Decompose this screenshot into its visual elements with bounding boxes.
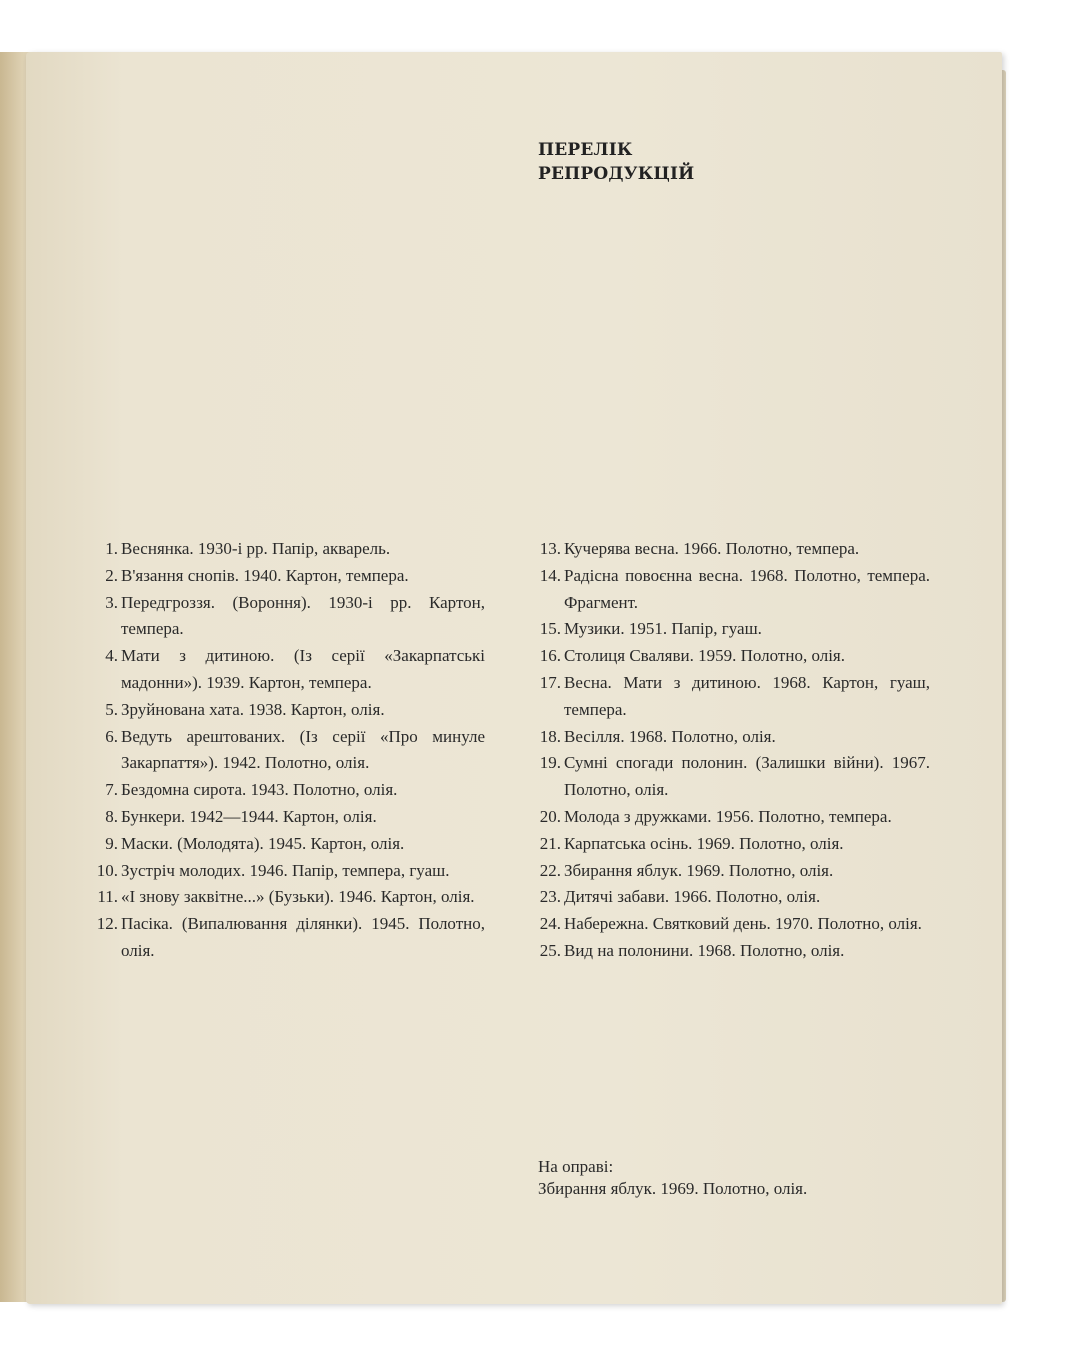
list-item-text: Зустріч молодих. 1946. Папір, темпера, гуаш. (121, 860, 450, 880)
list-item (533, 724, 930, 751)
list-item-number: 6. (105, 726, 118, 746)
list-item-number: 11. (97, 887, 118, 907)
list-item-number: 13. (539, 539, 561, 558)
list-item-text: Бункери. 1942—1944. Картон, олія. (121, 806, 377, 826)
list-item-number: 14. (539, 565, 561, 585)
list-item-number: 12. (96, 914, 118, 934)
list-item (533, 831, 930, 858)
list-item (533, 563, 930, 617)
list-item-text: Пасіка. (Випалювання ділянки). 1945. Полотно, олія. (121, 914, 485, 960)
list-item-number: 2. (105, 565, 118, 585)
list-item-text: Маски. (Молодята). 1945. Картон, олія. (121, 833, 405, 853)
list-item-number: 20. (539, 806, 561, 826)
list-item-text: Молода з дружками. 1956. Полотно, темпера. (564, 806, 892, 826)
list-item-text: Бездомна сирота. 1943. Полотно, олія. (121, 780, 398, 800)
list-item-text: Набережна. Святковий день. 1970. Полотно, олія. (564, 914, 922, 934)
list-item-number: 23. (539, 887, 561, 907)
list-item (90, 536, 485, 563)
list-item-text: Мати з дитиною. (Із серії «Закарпатські мадонни»). 1939. Картон, темпера. (121, 646, 485, 692)
list-item-text: Кучерява весна. 1966. Полотно, темпера. (564, 539, 860, 558)
list-item-number: 25. (539, 940, 561, 960)
page-title-line-1: ПЕРЕЛІК (538, 140, 633, 160)
list-item (90, 858, 485, 885)
list-item-text: В'язання снопів. 1940. Картон, темпера. (121, 565, 409, 585)
list-item-number: 16. (539, 646, 561, 666)
list-item-number: 18. (539, 726, 561, 746)
list-item (90, 831, 485, 858)
list-item (533, 643, 930, 670)
list-item-number: 17. (539, 672, 561, 692)
page-title (538, 138, 694, 186)
list-item (90, 777, 485, 804)
list-item-number: 22. (539, 860, 561, 880)
list-item-number: 4. (105, 646, 118, 666)
list-item-text: Передгроззя. (Вороння). 1930-і рр. Картон, темпера. (121, 592, 485, 639)
list-item-text: Зруйнована хата. 1938. Картон, олія. (121, 699, 385, 719)
list-item (533, 858, 930, 885)
list-item-text: Музики. 1951. Папір, гуаш. (564, 619, 762, 639)
list-item (533, 536, 930, 563)
list-item (533, 804, 930, 831)
list-item-number: 9. (105, 833, 118, 853)
list-item-text: Вид на полонини. 1968. Полотно, олія. (564, 940, 845, 960)
list-item-number: 1. (105, 539, 118, 558)
list-item-text: «І знову заквітне...» (Бузьки). 1946. Картон, олія. (121, 887, 475, 907)
list-item (90, 804, 485, 831)
cover-note-text: Збирання яблук. 1969. Полотно, олія. (538, 1179, 808, 1198)
list-item-number: 5. (105, 699, 118, 719)
list-item (533, 750, 930, 804)
list-item (533, 911, 930, 938)
list-item-number: 7. (105, 780, 118, 800)
list-item-text: Весна. Мати з дитиною. 1968. Картон, гуаш, темпера. (564, 672, 930, 719)
page-title-line-2: РЕПРОДУКЦІЙ (538, 164, 695, 184)
reproductions-list-right (533, 536, 930, 965)
list-item-number: 3. (105, 592, 118, 612)
list-item-text: Сумні спогади полонин. (Залишки війни). 1967. Полотно, олія. (564, 753, 930, 800)
cover-note (538, 1156, 807, 1200)
list-item-text: Веснянка. 1930-і рр. Папір, акварель. (121, 539, 391, 558)
list-item-number: 21. (539, 833, 561, 853)
list-item-text: Збирання яблук. 1969. Полотно, олія. (564, 860, 834, 880)
list-item (90, 884, 485, 911)
list-item (90, 911, 485, 965)
list-item (90, 724, 485, 778)
list-item (90, 590, 485, 644)
reproductions-list-left (90, 536, 485, 965)
list-item (533, 616, 930, 643)
list-item (533, 938, 930, 965)
list-item-number: 15. (539, 619, 561, 639)
list-item-number: 8. (105, 806, 118, 826)
list-item-number: 10. (96, 860, 118, 880)
list-item-text: Ведуть арештованих. (Із серії «Про минуле Закарпаття»). 1942. Полотно, олія. (121, 726, 485, 773)
list-item (90, 643, 485, 697)
list-item-text: Карпатська осінь. 1969. Полотно, олія. (564, 833, 844, 853)
list-item-number: 19. (539, 753, 561, 773)
list-item (533, 884, 930, 911)
list-item (90, 697, 485, 724)
list-item-number: 24. (539, 914, 561, 934)
list-item-text: Дитячі забави. 1966. Полотно, олія. (564, 887, 821, 907)
cover-note-label: На оправі: (538, 1157, 614, 1176)
list-item (533, 670, 930, 724)
list-item-text: Столиця Сваляви. 1959. Полотно, олія. (564, 646, 845, 666)
list-item (90, 563, 485, 590)
list-item-text: Весілля. 1968. Полотно, олія. (564, 726, 776, 746)
list-item-text: Радісна повоєнна весна. 1968. Полотно, темпера. Фрагмент. (564, 565, 930, 612)
